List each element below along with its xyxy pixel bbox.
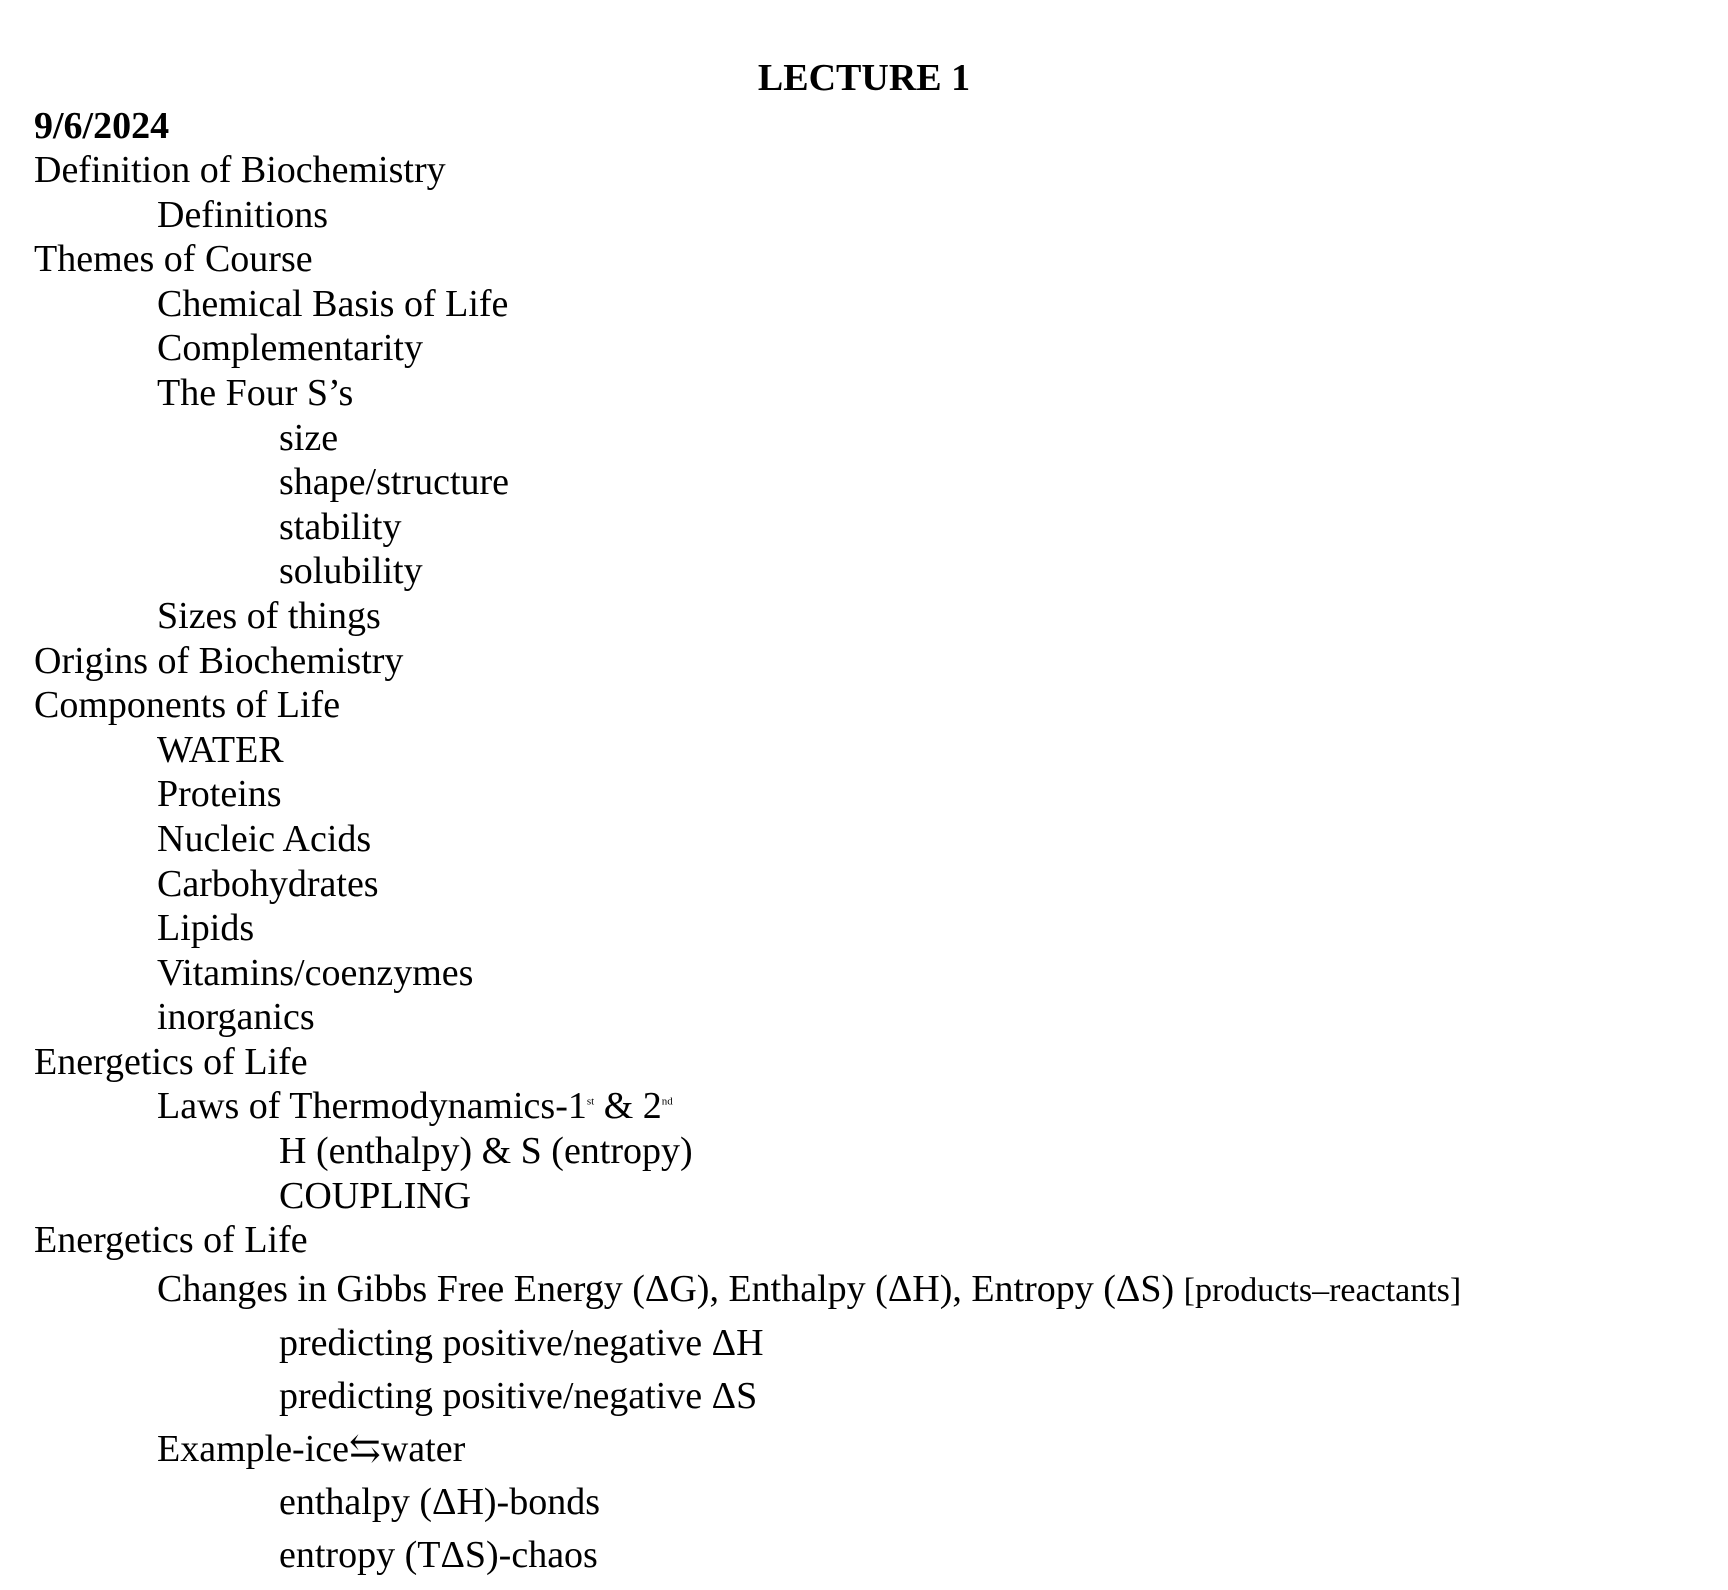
outline-item: Origins of Biochemistry xyxy=(34,639,404,682)
ordinal-suffix: nd xyxy=(661,1095,673,1108)
outline-item: Themes of Course xyxy=(34,238,313,281)
outline-item-note: [products–reactants] xyxy=(1183,1271,1462,1309)
outline-item: Lipids xyxy=(157,907,255,950)
outline-item: Example-ice⇆water xyxy=(157,1427,466,1470)
outline-item: stability xyxy=(279,505,402,548)
outline-item: Chemical Basis of Life xyxy=(157,282,509,325)
outline-item-text: Laws of Thermodynamics-1 xyxy=(157,1085,587,1128)
outline-item-text: Changes in Gibbs Free Energy (ΔG), Enthalpy (ΔH), Entropy (ΔS) xyxy=(157,1267,1184,1310)
ordinal-suffix: st xyxy=(586,1095,595,1108)
outline-item: inorganics xyxy=(157,996,315,1039)
outline-item: Definitions xyxy=(157,193,328,236)
lecture-date: 9/6/2024 xyxy=(34,105,170,147)
outline-item: shape/structure xyxy=(279,461,510,504)
outline-item: Energetics of Life xyxy=(34,1219,308,1262)
outline-item: Sizes of things xyxy=(157,594,381,637)
outline-item: COUPLING xyxy=(279,1174,472,1217)
outline-item: Complementarity xyxy=(157,327,423,370)
outline-item: Vitamins/coenzymes xyxy=(157,951,474,994)
outline-item: Proteins xyxy=(157,773,282,816)
outline-item: solubility xyxy=(279,550,423,593)
outline-item: H (enthalpy) & S (entropy) xyxy=(279,1130,693,1173)
outline-item: Definition of Biochemistry xyxy=(34,149,446,191)
outline-item: Nucleic Acids xyxy=(157,817,372,860)
outline-item: Carbohydrates xyxy=(157,862,379,905)
outline-item-gibbs xyxy=(34,1263,1714,1317)
outline-item: enthalpy (ΔH)-bonds xyxy=(279,1480,600,1523)
outline-item: WATER xyxy=(157,728,284,771)
lecture-outline xyxy=(34,148,1714,1582)
outline-item: predicting positive/negative ΔS xyxy=(279,1374,758,1417)
outline-item-text: & 2 xyxy=(594,1085,662,1128)
outline-item: The Four S’s xyxy=(157,371,354,414)
outline-item: Components of Life xyxy=(34,684,341,727)
outline-item-thermodynamics xyxy=(34,1084,1714,1129)
outline-item: entropy (TΔS)-chaos xyxy=(279,1533,598,1576)
outline-item: predicting positive/negative ΔH xyxy=(279,1321,764,1364)
lecture-title: LECTURE 1 xyxy=(757,57,971,99)
outline-item: Energetics of Life xyxy=(34,1040,308,1083)
outline-item: size xyxy=(279,416,339,459)
